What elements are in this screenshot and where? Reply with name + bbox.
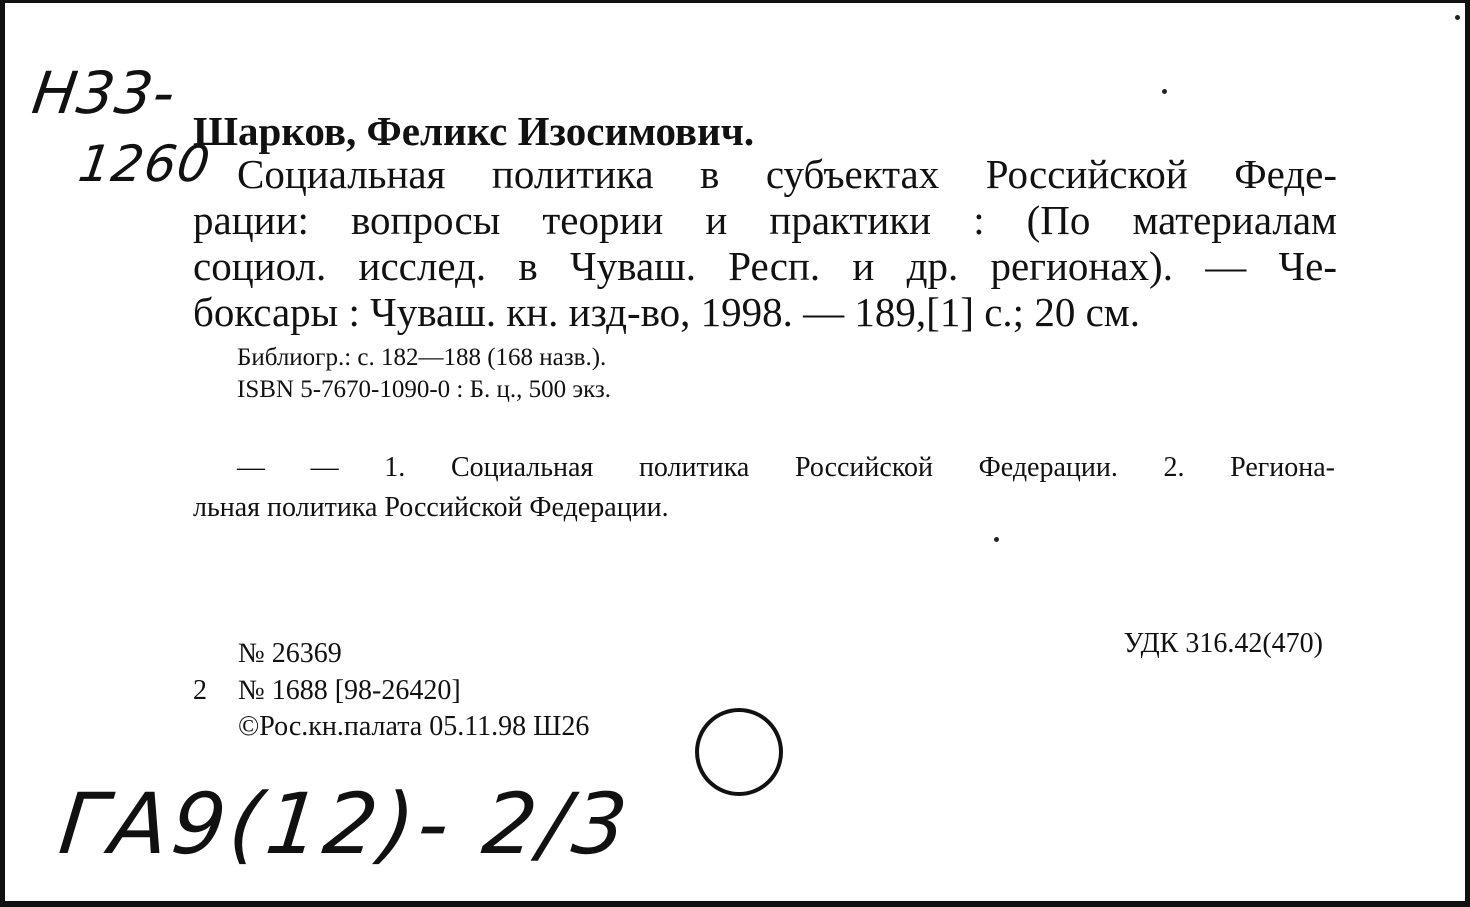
- record-number: № 26369: [238, 638, 342, 669]
- title-description: [193, 151, 1337, 335]
- speck-mark: [994, 537, 999, 542]
- handwritten-classification-mark: ГА9(12)- 2/3: [54, 775, 636, 873]
- title-line-4: боксары : Чуваш. кн. изд-во, 1998. — 189,[1] с.; 20 см.: [193, 289, 1140, 335]
- copyright-line: ©Рос.кн.палата 05.11.98 Ш26: [238, 711, 590, 742]
- speck-mark: [1455, 15, 1460, 20]
- udk-code: УДК 316.42(470): [1123, 628, 1323, 659]
- title-line-1: Социальная политика в субъектах Российской Феде-: [237, 151, 1337, 197]
- title-line-2: рации: вопросы теории и практики : (По материалам: [193, 197, 1337, 243]
- record-2-prefix: 2: [193, 675, 207, 706]
- record-number-2: № 1688 [98-26420]: [238, 675, 461, 706]
- subjects-line-1: — — 1. Социальная политика Российской Федерации. 2. Региона-: [237, 452, 1335, 483]
- subjects-line-2: льная политика Российской Федерации.: [193, 492, 669, 523]
- handwritten-shelf-mark-line2: 1260: [74, 135, 215, 193]
- bibliography-note: Библиогр.: с. 182—188 (168 назв.).: [237, 344, 607, 371]
- title-line-3: социол. исслед. в Чуваш. Респ. и др. регионах). — Че-: [193, 243, 1337, 289]
- subject-headings: [193, 448, 1335, 528]
- speck-mark: [1162, 89, 1167, 94]
- punch-hole-circle: [695, 708, 783, 796]
- isbn-line: ISBN 5-7670-1090-0 : Б. ц., 500 экз.: [237, 376, 612, 403]
- handwritten-shelf-mark-line1: Н33-: [28, 59, 181, 127]
- author-heading: Шарков, Феликс Изосимович.: [193, 108, 755, 154]
